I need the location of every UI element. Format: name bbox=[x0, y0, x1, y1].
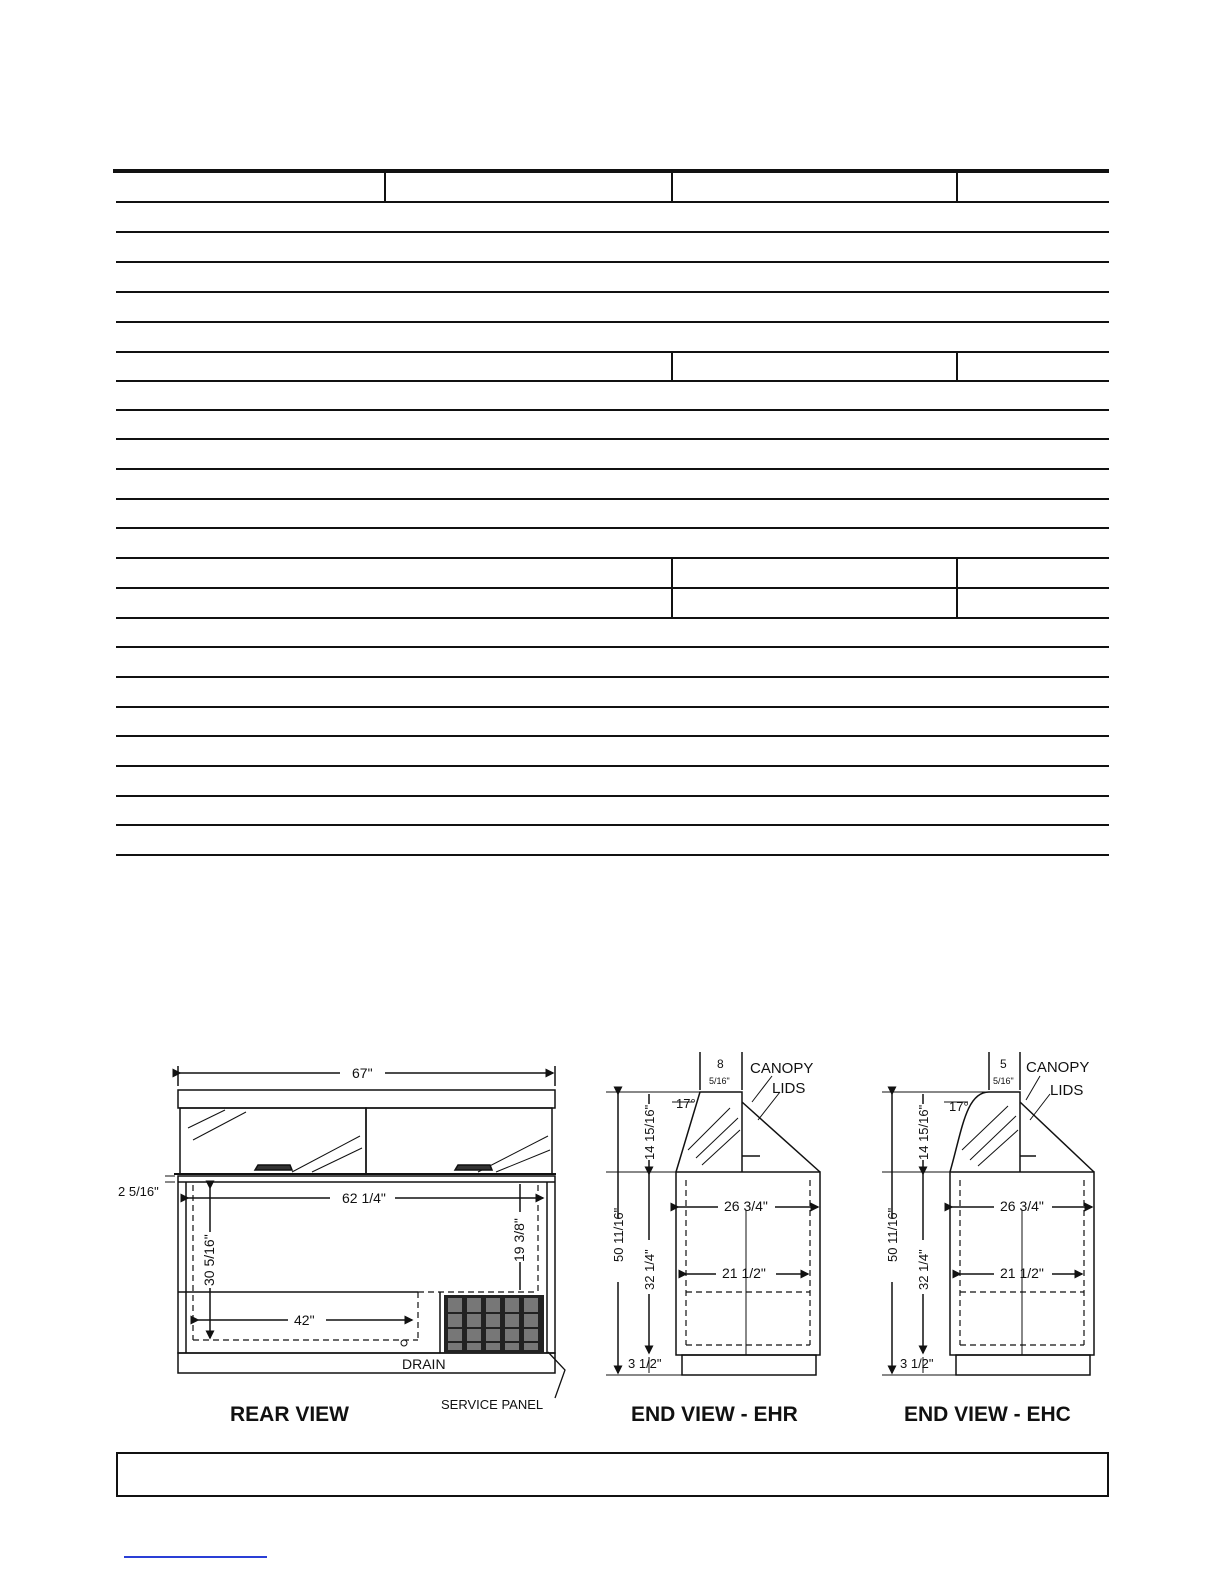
ehc-inner-depth-label: 21 1/2" bbox=[1000, 1265, 1044, 1281]
ehr-body-height-label: 32 1/4" bbox=[642, 1249, 657, 1290]
footer-link-underline[interactable] bbox=[124, 1556, 267, 1558]
ehc-canopy-depth-top: 5 bbox=[1000, 1057, 1007, 1071]
rear-bottom-width-label: 42" bbox=[294, 1312, 315, 1328]
ehc-upper-height-label: 14 15/16" bbox=[916, 1104, 931, 1160]
rear-view-title: REAR VIEW bbox=[230, 1403, 350, 1426]
service-panel-label: SERVICE PANEL bbox=[441, 1397, 544, 1412]
ehr-canopy-depth-frac: 5/16" bbox=[709, 1076, 730, 1086]
ehr-upper-height-label: 14 15/16" bbox=[642, 1104, 657, 1160]
ehc-canopy-depth-frac: 5/16" bbox=[993, 1076, 1014, 1086]
end-view-ehc-title: END VIEW - EHC bbox=[904, 1403, 1071, 1426]
drain-label: DRAIN bbox=[402, 1356, 446, 1372]
rear-inner-width-label: 62 1/4" bbox=[342, 1190, 386, 1206]
rear-height-right-label: 19 3/8" bbox=[511, 1218, 527, 1262]
rear-overall-width-label: 67" bbox=[352, 1065, 373, 1081]
ehr-canopy-label: CANOPY bbox=[750, 1060, 814, 1077]
ehc-overall-depth-label: 26 3/4" bbox=[1000, 1198, 1044, 1214]
ehr-lids-label: LIDS bbox=[772, 1080, 806, 1097]
ehr-angle-label: 17° bbox=[676, 1096, 696, 1111]
notice-box bbox=[116, 1452, 1109, 1497]
end-view-ehc-drawing bbox=[882, 1052, 1094, 1375]
ehc-base-height-label: 3 1/2" bbox=[900, 1356, 934, 1371]
ehr-inner-depth-label: 21 1/2" bbox=[722, 1265, 766, 1281]
rear-height-left-label: 30 5/16" bbox=[201, 1234, 217, 1286]
ehc-body-height-label: 32 1/4" bbox=[916, 1249, 931, 1290]
ehc-overall-height-label: 50 11/16" bbox=[885, 1207, 900, 1262]
service-panel-grille bbox=[444, 1295, 544, 1353]
rear-side-offset-label: 2 5/16" bbox=[118, 1184, 159, 1199]
end-view-ehr-title: END VIEW - EHR bbox=[631, 1403, 798, 1426]
ehr-canopy-depth-top: 8 bbox=[717, 1057, 724, 1071]
ehr-overall-depth-label: 26 3/4" bbox=[724, 1198, 768, 1214]
ehc-lids-label: LIDS bbox=[1050, 1082, 1084, 1099]
ehr-overall-height-label: 50 11/16" bbox=[611, 1207, 626, 1262]
end-view-ehr-drawing bbox=[606, 1052, 820, 1375]
ehc-canopy-label: CANOPY bbox=[1026, 1059, 1090, 1076]
ehc-angle-label: 17° bbox=[949, 1099, 969, 1114]
ehr-base-height-label: 3 1/2" bbox=[628, 1356, 662, 1371]
